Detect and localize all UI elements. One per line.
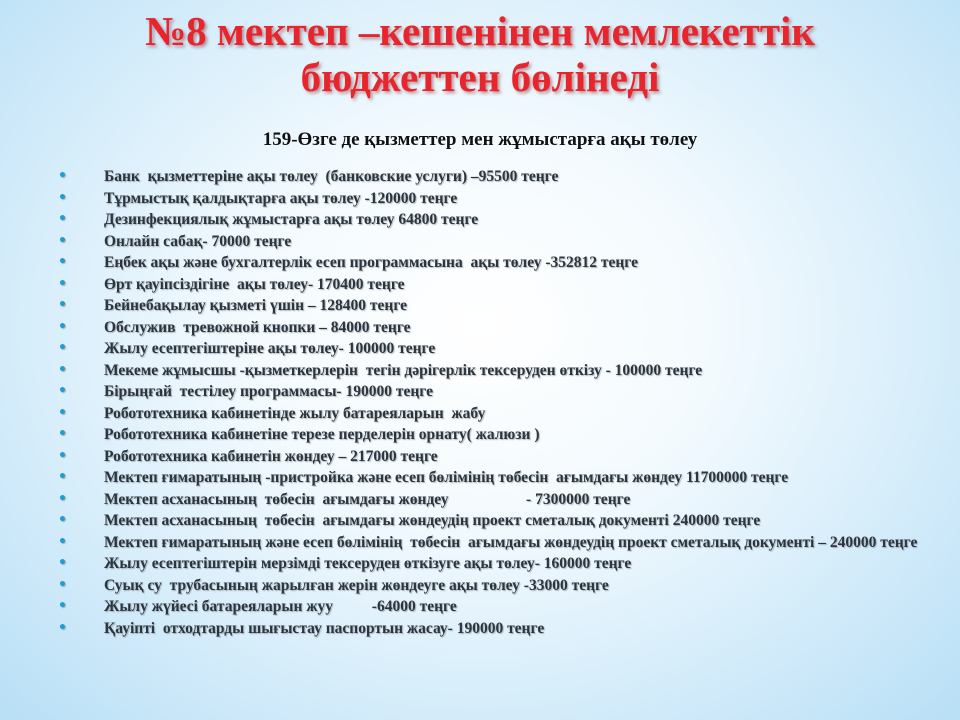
list-item-text: Еңбек ақы және бухгалтерлік есеп программасына ақы төлеу -352812 теңге (104, 254, 638, 271)
list-item-text: Тұрмыстық қалдықтарға ақы төлеу -120000 теңге (104, 189, 458, 207)
list-item-text: Онлайн сабақ- 70000 теңге (104, 232, 292, 250)
bullet-icon: • (58, 404, 67, 421)
bullet-icon: • (58, 340, 67, 356)
list-item (0, 467, 960, 489)
list-item-text: Қауіпті отходтарды шығыстау паспортын жасау- 190000 теңге (104, 619, 545, 637)
list-item-text: Мектеп асханасының төбесін ағымдағы жөндеудің проект сметалық документі 240000 теңге (104, 512, 761, 529)
list-item (0, 618, 960, 640)
list-item-text: Обслужив тревожной кнопки – 84000 теңге (104, 318, 411, 336)
bullet-icon: • (58, 275, 67, 292)
slide-title-line-1: №8 мектеп –кешенінен мемлекеттік (144, 8, 816, 54)
bullet-icon: • (58, 555, 67, 571)
list-item (0, 446, 960, 468)
list-item (0, 209, 960, 231)
bullet-icon: • (58, 533, 67, 550)
slide-title (0, 8, 960, 100)
list-item (0, 231, 960, 253)
section-subtitle: 159-Өзге де қызметтер мен жұмыстарға ақы төлеу (262, 129, 698, 150)
list-item-text: Бейнебақылау қызметі үшін – 128400 теңге (104, 297, 408, 314)
bullet-icon: • (58, 512, 67, 528)
list-item-text: Мекеме жұмысшы -қызметкерлерін тегін дәрігерлік тексеруден өткізу - 100000 теңге (104, 361, 703, 379)
list-item (0, 317, 960, 339)
list-item (0, 489, 960, 511)
list-item-text: Жылу жүйесі батареяларын жуу -64000 теңге (104, 598, 457, 615)
list-item-text: Банк қызметтеріне ақы төлеу (банковские услуги) –95500 теңге (104, 168, 559, 185)
list-item (0, 338, 960, 360)
list-item (0, 553, 960, 575)
list-item-text: Робототехника кабинетінде жылу батареяларын жабу (104, 404, 486, 422)
bullet-icon: • (58, 490, 67, 507)
list-item-text: Робототехника кабинетін жөндеу – 217000 теңге (104, 447, 438, 465)
bullet-icon: • (58, 189, 67, 206)
bullet-icon: • (58, 383, 67, 399)
bullet-icon: • (58, 232, 67, 249)
list-item (0, 295, 960, 317)
list-item (0, 510, 960, 532)
bullet-icon: • (58, 576, 67, 593)
list-item (0, 166, 960, 188)
list-item-text: Мектеп ғимаратының -пристройка және есеп бөлімінің төбесін ағымдағы жөндеу 11700000 теңге (104, 469, 789, 486)
list-item (0, 252, 960, 274)
list-item-text: Робототехника кабинетіне терезе перделерін орнату( жалюзи ) (104, 426, 540, 443)
slide-title-line-2: бюджеттен бөлінеді (300, 54, 660, 100)
bullet-icon: • (58, 318, 67, 335)
bullet-icon: • (58, 361, 67, 378)
list-item (0, 360, 960, 382)
list-item-text: Мектеп ғимаратының және есеп бөлімінің төбесін ағымдағы жөндеудің проект сметалық документі – 240000 теңге (104, 533, 918, 551)
list-item-text: Мектеп асханасының төбесін ағымдағы жөндеу - 7300000 теңге (104, 490, 631, 508)
list-item-text: Жылу есептегіштеріне ақы төлеу- 100000 теңге (104, 340, 436, 357)
list-item-text: Жылу есептегіштерін мерзімді тексеруден өткізуге ақы төлеу- 160000 теңге (104, 555, 632, 572)
list-item (0, 575, 960, 597)
list-item (0, 532, 960, 554)
list-item (0, 381, 960, 403)
expense-list (0, 166, 960, 639)
bullet-icon: • (58, 254, 67, 270)
list-item-text: Бірыңғай тестілеу программасы- 190000 теңге (104, 383, 433, 400)
list-item-text: Өрт қауіпсіздігіне ақы төлеу- 170400 теңге (104, 275, 405, 293)
bullet-icon: • (58, 297, 67, 313)
bullet-icon: • (58, 619, 67, 636)
list-item-text: Дезинфекциялық жұмыстарға ақы төлеу 64800 теңге (104, 211, 479, 228)
bullet-icon: • (58, 426, 67, 442)
bullet-icon: • (58, 469, 67, 485)
list-item (0, 596, 960, 618)
bullet-icon: • (58, 598, 67, 614)
list-item (0, 424, 960, 446)
list-item (0, 403, 960, 425)
bullet-icon: • (58, 447, 67, 464)
list-item-text: Суық су трубасының жарылған жерін жөндеуге ақы төлеу -33000 теңге (104, 576, 609, 594)
list-item (0, 274, 960, 296)
bullet-icon: • (58, 168, 67, 184)
list-item (0, 188, 960, 210)
bullet-icon: • (58, 211, 67, 227)
